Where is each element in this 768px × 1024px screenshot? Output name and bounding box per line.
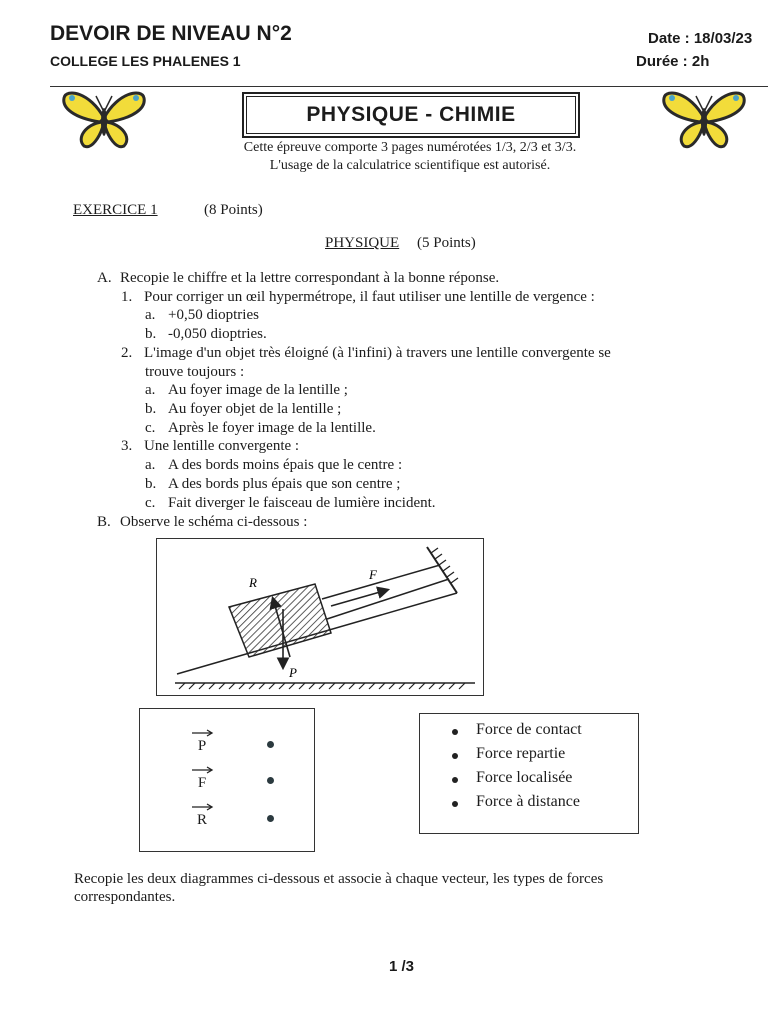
q1-option-letter: a. (145, 307, 156, 323)
q1-option-text: -0,050 dioptries. (168, 326, 267, 342)
force-bullet (452, 753, 458, 759)
section-title: PHYSIQUE (325, 235, 400, 251)
inclined-plane-diagram (156, 538, 484, 696)
q3-option-text: A des bords plus épais que son centre ; (168, 476, 401, 492)
wall (427, 547, 457, 593)
partA-instruction: Recopie le chiffre et la lettre correspondant à la bonne réponse. (120, 270, 500, 286)
q3-option-letter: b. (145, 476, 157, 492)
q3-text: Une lentille convergente : (144, 438, 300, 454)
inclined-plane-figure (157, 539, 482, 694)
subject-title: PHYSIQUE - CHIMIE (306, 103, 516, 126)
rope-upper (322, 565, 440, 599)
ground-hatching (179, 683, 465, 689)
subject-title-box (242, 92, 580, 138)
q1-option-letter: b. (145, 326, 157, 342)
vector-P-label: P (289, 665, 297, 680)
butterfly-left-icon (60, 88, 148, 150)
q1-text: Pour corriger un œil hypermétrope, il faut utiliser une lentille de vergence : (144, 289, 595, 305)
vector-R-label: R (249, 575, 257, 590)
butterfly-right-icon (660, 88, 748, 150)
q2-text-continued: trouve toujours : (145, 364, 245, 380)
header-divider (50, 86, 768, 87)
q1-option-text: +0,50 dioptries (168, 307, 259, 323)
q2-number: 2. (121, 345, 133, 361)
q3-number: 3. (121, 438, 133, 454)
partA-marker: A. (97, 270, 112, 286)
q2-option-letter: a. (145, 382, 156, 398)
q2-option-text: Au foyer image de la lentille ; (168, 382, 348, 398)
vector-label: F (197, 775, 207, 791)
intro-pages: Cette épreuve comporte 3 pages numérotées 1/3, 2/3 et 3/3. (243, 140, 577, 155)
page-number: 1 /3 (389, 958, 415, 975)
wall-hatching (431, 548, 458, 583)
vector-label: P (197, 738, 207, 754)
q2-option-letter: b. (145, 401, 157, 417)
exercise-points: (8 Points) (204, 202, 263, 218)
q3-option-text: Fait diverger le faisceau de lumière incident. (168, 495, 436, 511)
force-type-item: Force repartie (476, 745, 566, 762)
force-bullet (452, 777, 458, 783)
q3-option-text: A des bords moins épais que le centre : (168, 457, 403, 473)
vector-item (190, 738, 214, 755)
exam-title: DEVOIR DE NIVEAU N°2 (50, 22, 292, 45)
q2-option-text: Après le foyer image de la lentille. (168, 420, 376, 436)
exercise-label: EXERCICE 1 (73, 202, 158, 218)
force-type-item: Force de contact (476, 721, 582, 738)
q2-text: L'image d'un objet très éloigné (à l'infini) à travers une lentille convergente se (144, 345, 611, 361)
force-bullet (452, 729, 458, 735)
force-bullet (452, 801, 458, 807)
vector-item (190, 812, 214, 829)
q2-option-text: Au foyer objet de la lentille ; (168, 401, 342, 417)
exam-date: Date : 18/03/23 (648, 30, 753, 47)
intro-calculator: L'usage de la calculatrice scientifique est autorisé. (269, 158, 551, 173)
section-points: (5 Points) (417, 235, 476, 251)
q2-option-letter: c. (145, 420, 156, 436)
vector-dot (267, 741, 274, 748)
vector-F-label: F (369, 567, 377, 582)
vector-F-arrow (331, 590, 387, 606)
partB-instruction: Observe le schéma ci-dessous : (120, 514, 308, 530)
q3-option-letter: a. (145, 457, 156, 473)
vector-arrow-icon (190, 802, 214, 812)
exam-duration: Durée : 2h (636, 53, 710, 70)
q3-option-letter: c. (145, 495, 156, 511)
force-type-item: Force à distance (476, 793, 580, 810)
force-type-item: Force localisée (476, 769, 573, 786)
final-instruction: Recopie les deux diagrammes ci-dessous et associe à chaque vecteur, les types de forces (74, 871, 604, 887)
final-instruction-continued: correspondantes. (74, 889, 176, 905)
q1-number: 1. (121, 289, 133, 305)
vector-arrow-icon (190, 728, 214, 738)
vector-arrow-icon (190, 765, 214, 775)
partB-marker: B. (97, 514, 111, 530)
school-name: COLLEGE LES PHALENES 1 (50, 53, 241, 69)
vector-dot (267, 777, 274, 784)
vectors-box (139, 708, 315, 852)
vector-dot (267, 815, 274, 822)
vector-label: R (196, 812, 207, 828)
vector-item (190, 775, 214, 792)
